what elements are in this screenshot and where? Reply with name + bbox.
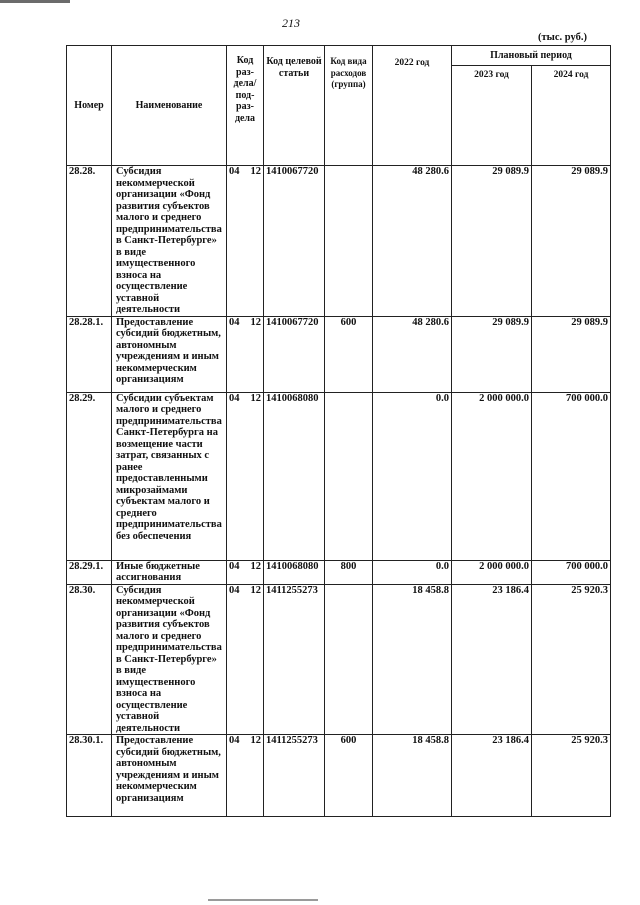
row-amount-2022: 0.0 [373,392,452,560]
page-number: 213 [282,16,300,30]
row-amount-2024: 29 089.9 [532,316,611,392]
row-number: 28.30. [67,584,112,735]
row-subsection: 12 [250,166,261,177]
row-name: Предоставление субсидий бюджетным, автономным учреждениям и иным некоммерческим организациям [112,316,227,392]
row-subsection: 12 [250,316,261,328]
table-body [67,166,611,817]
row-amount-2022: 48 280.6 [373,166,452,317]
row-subsection: 12 [250,560,261,572]
row-section-code [227,392,264,560]
row-amount-2024: 25 920.3 [532,735,611,817]
row-section-code [227,584,264,735]
row-name: Предоставление субсидий бюджетным, автономным учреждениям и иным некоммерческим организациям [112,735,227,817]
row-section: 04 [229,735,240,746]
row-target-code: 1410068080 [264,560,325,584]
row-expense-type: 600 [325,735,373,817]
row-amount-2022: 18 458.8 [373,584,452,735]
row-number: 28.28. [67,166,112,317]
row-target-code: 1411255273 [264,735,325,817]
row-amount-2023: 29 089.9 [452,316,532,392]
table-row [67,560,611,584]
table-row [67,166,611,317]
row-name: Субсидии субъектам малого и среднего предпринимательства Санкт-Петербурга на возмещение части затрат, связанных с ранее предоставленными микрозаймами субъектам малого и среднего предпринимательства без обеспечения [112,392,227,560]
row-section: 04 [229,316,240,328]
row-name: Субсидия некоммерческой организации «Фонд развития субъектов малого и среднего предпринимательства в Санкт-Петербурге» в виде имущественного взноса на осуществление уставной деятельности [112,166,227,317]
row-amount-2024: 700 000.0 [532,392,611,560]
row-amount-2024: 25 920.3 [532,584,611,735]
row-amount-2023: 23 186.4 [452,735,532,817]
row-number: 28.28.1. [67,316,112,392]
row-amount-2022: 0.0 [373,560,452,584]
row-expense-type: 600 [325,316,373,392]
row-section: 04 [229,560,240,572]
row-section: 04 [229,166,240,177]
row-amount-2022: 18 458.8 [373,735,452,817]
row-amount-2023: 23 186.4 [452,584,532,735]
row-subsection: 12 [250,584,261,596]
bottom-edge-mark [208,899,318,901]
row-amount-2023: 29 089.9 [452,166,532,317]
row-section-code [227,735,264,817]
header-target-code: Код целевой статьи [264,46,325,166]
row-amount-2023: 2 000 000.0 [452,392,532,560]
header-expense-type: Код вида расходов (группа) [325,46,373,166]
row-name: Иные бюджетные ассигнования [112,560,227,584]
row-section-code [227,560,264,584]
row-expense-type [325,392,373,560]
budget-table [66,45,611,817]
row-target-code: 1411255273 [264,584,325,735]
header-year-2024: 2024 год [532,66,611,166]
row-subsection: 12 [250,392,261,404]
top-edge-mark [0,0,70,3]
header-year-2023: 2023 год [452,66,532,166]
header-planned-period: Плановый период [452,46,611,66]
row-amount-2023: 2 000 000.0 [452,560,532,584]
row-amount-2024: 700 000.0 [532,560,611,584]
row-target-code: 1410068080 [264,392,325,560]
row-number: 28.29.1. [67,560,112,584]
units-label: (тыс. руб.) [538,32,587,43]
table-row [67,584,611,735]
table-row [67,316,611,392]
row-section-code [227,166,264,317]
row-section-code [227,316,264,392]
row-target-code: 1410067720 [264,316,325,392]
row-name: Субсидия некоммерческой организации «Фонд развития субъектов малого и среднего предпринимательства в Санкт-Петербурге» в виде имущественного взноса на осуществление уставной деятельности [112,584,227,735]
row-section: 04 [229,392,240,404]
row-expense-type [325,584,373,735]
header-year-2022: 2022 год [373,46,452,166]
row-subsection: 12 [250,735,261,746]
row-section: 04 [229,584,240,596]
table-row [67,735,611,817]
table-row [67,392,611,560]
header-name: Наименование [112,46,227,166]
row-number: 28.29. [67,392,112,560]
row-target-code: 1410067720 [264,166,325,317]
header-number: Номер [67,46,112,166]
row-expense-type [325,166,373,317]
header-section-code: Код раз-дела/ под-раз-дела [227,46,264,166]
row-amount-2022: 48 280.6 [373,316,452,392]
row-number: 28.30.1. [67,735,112,817]
row-amount-2024: 29 089.9 [532,166,611,317]
row-expense-type: 800 [325,560,373,584]
